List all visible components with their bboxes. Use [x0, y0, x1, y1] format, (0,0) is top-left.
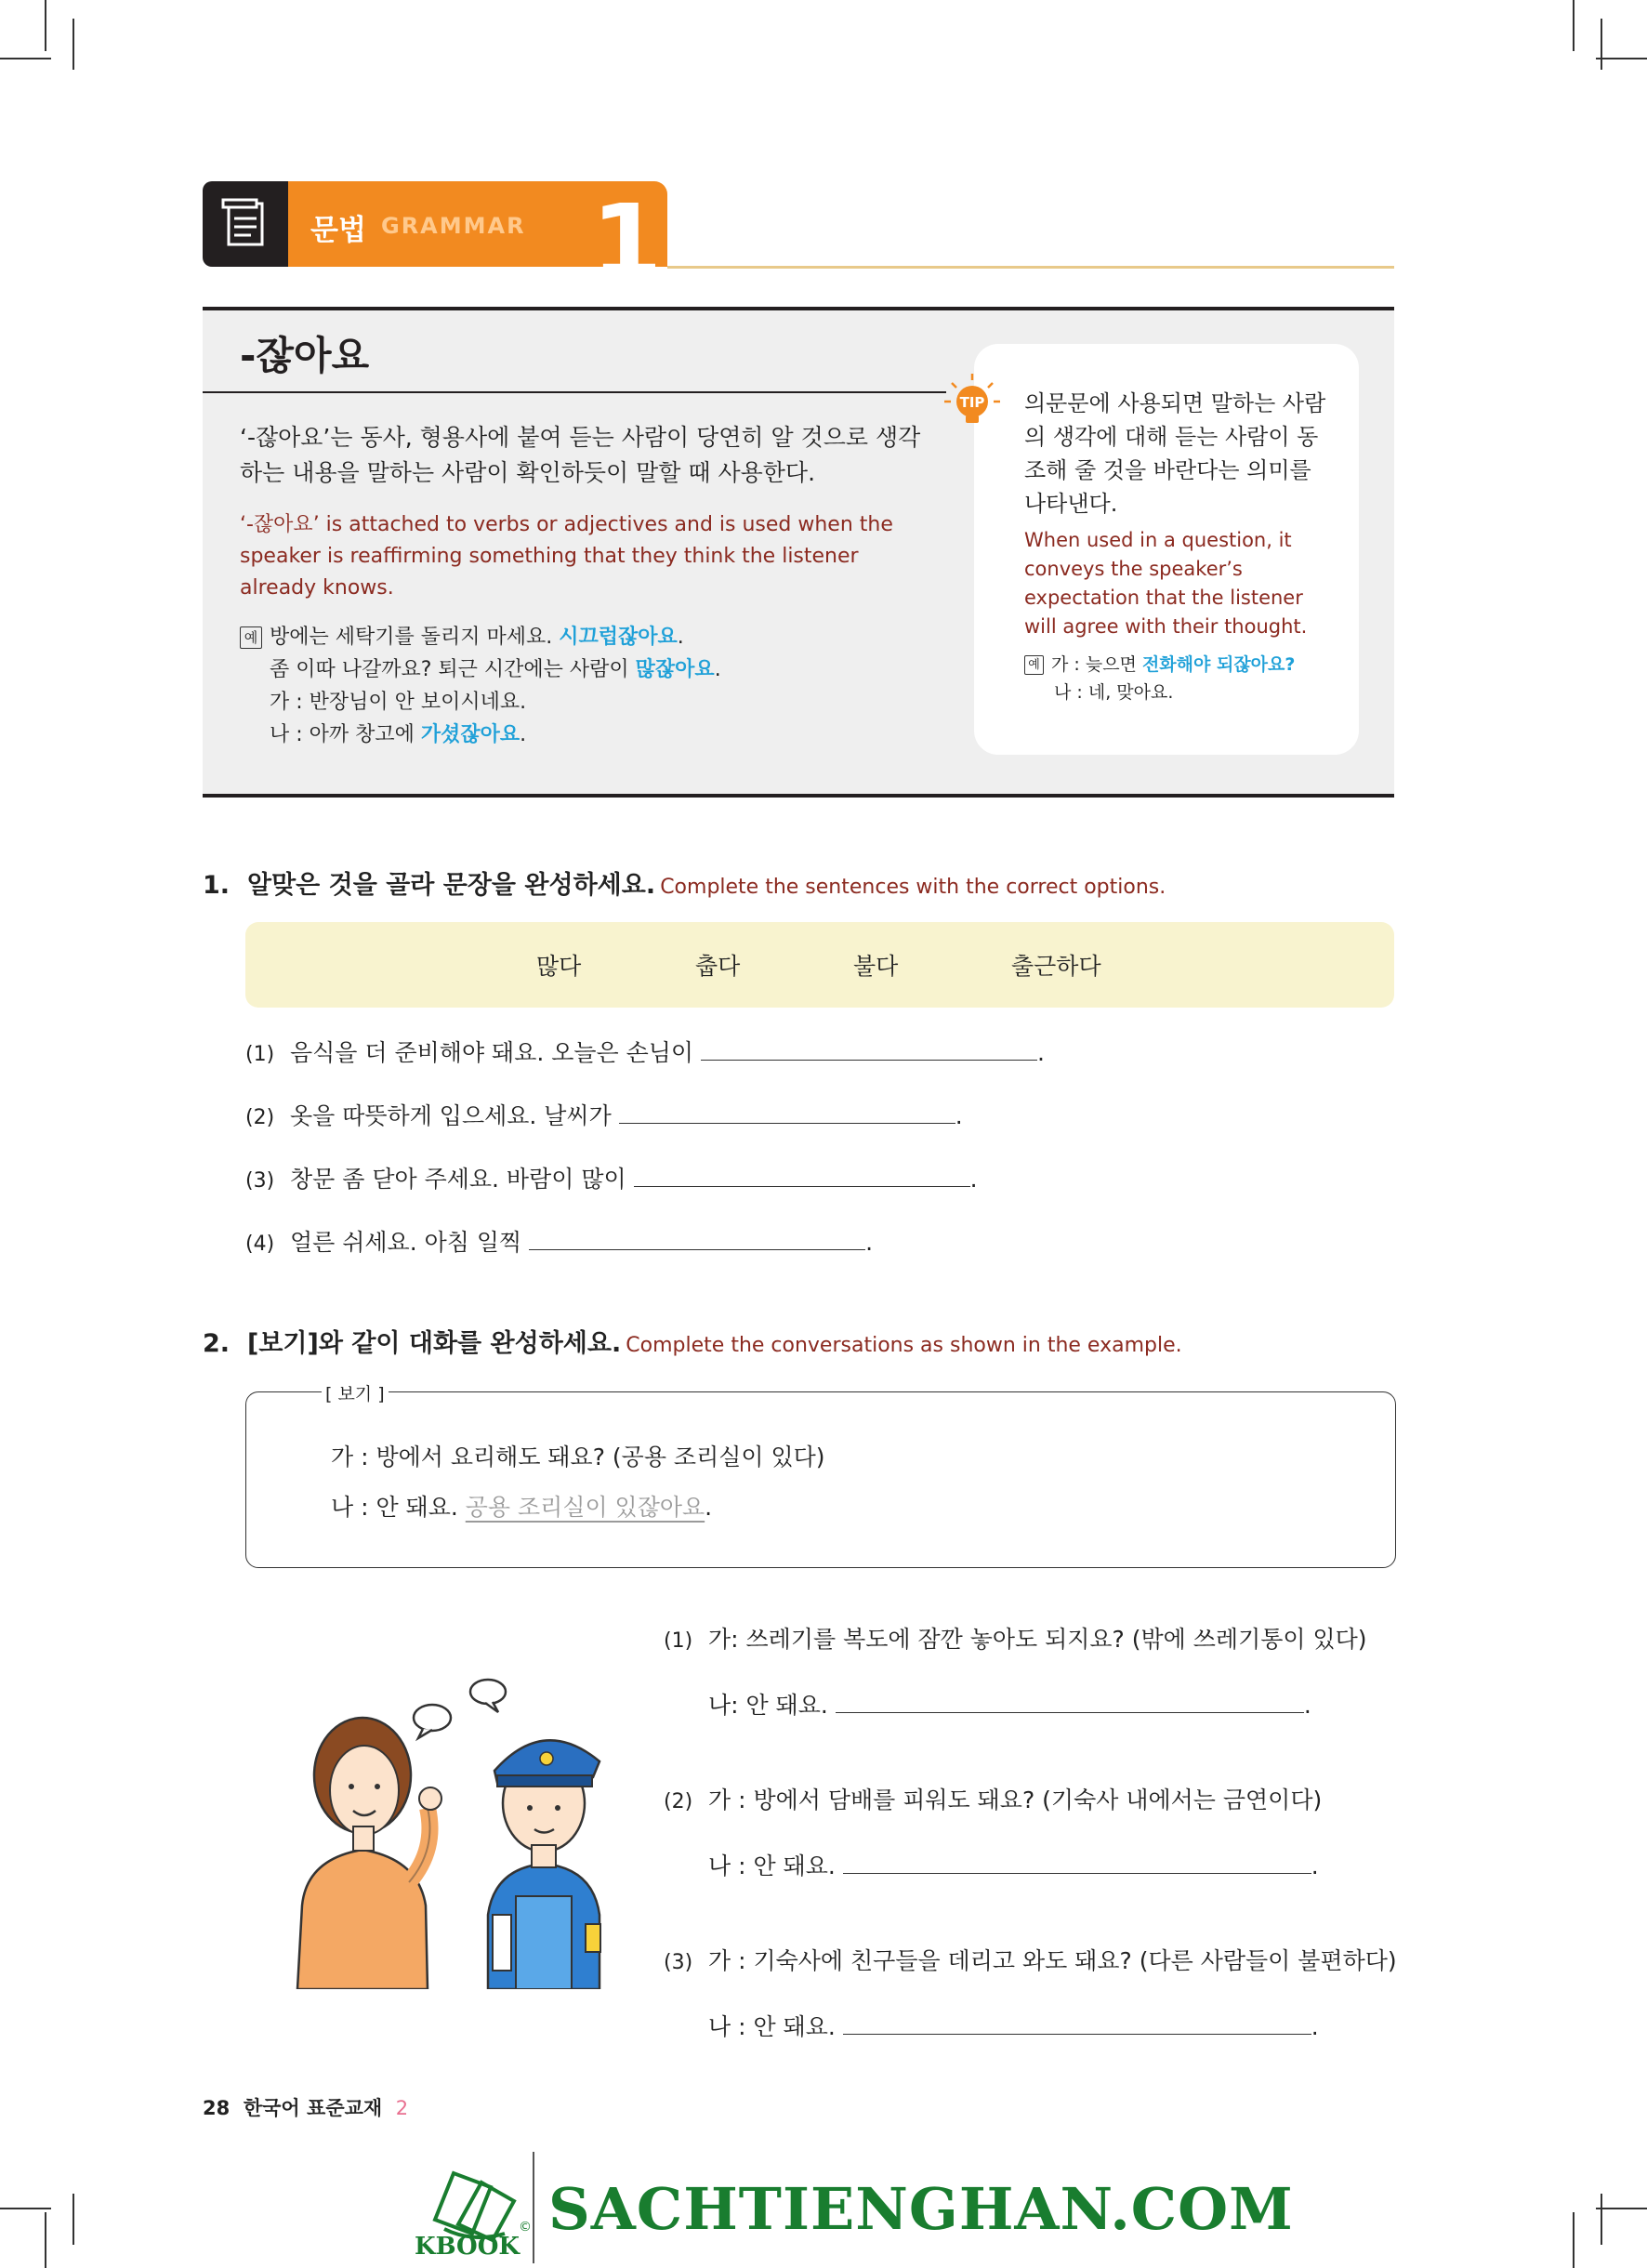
header-number: 1 — [591, 182, 663, 301]
word-option: 많다 — [536, 953, 582, 980]
word-option: 불다 — [853, 953, 899, 980]
exercise-2-question: (1) 가: 쓰레기를 복도에 잠깐 놓아도 되지요? (밖에 쓰레기통이 있다) — [664, 1626, 1367, 1653]
crop-mark — [1573, 2212, 1575, 2268]
conversation-illustration — [279, 1673, 632, 1989]
example-line: 나 : 네, 맞아요. — [1054, 682, 1174, 703]
example-line: 나 : 아까 창고에 가셨잖아요. — [270, 723, 527, 746]
exercise-1-item: (2) 옷을 따뜻하게 입으세요. 날씨가 . — [245, 1098, 963, 1131]
answer-blank[interactable] — [634, 1162, 970, 1187]
grammar-title-rule — [203, 391, 946, 393]
header-icon-box — [203, 181, 288, 267]
example-box-label: [ 보기 ] — [322, 1380, 389, 1405]
brand-watermark: SACHTIENGHAN.COM — [548, 2175, 1294, 2243]
example-answer: 공용 조리실이 있잖아요 — [465, 1494, 705, 1521]
grammar-title: -잖아요 — [240, 333, 370, 378]
crop-mark — [45, 2212, 46, 2268]
exercise-1-title: 1. 알맞은 것을 골라 문장을 완성하세요. Complete the sentences with the correct options. — [203, 871, 1166, 900]
word-option: 출근하다 — [1011, 953, 1101, 980]
example-line: 가 : 반장님이 안 보이시네요. — [270, 691, 527, 714]
example-line-question: 가 : 방에서 요리해도 돼요? (공용 조리실이 있다) — [331, 1444, 825, 1470]
tip-examples — [1024, 651, 1295, 706]
guard-figure — [488, 1740, 600, 1989]
book-title: 한국어 표준교재 — [243, 2097, 383, 2119]
exercise-2-question: (2) 가 : 방에서 담배를 피워도 돼요? (기숙사 내에서는 금연이다) — [664, 1787, 1323, 1813]
crop-mark — [72, 19, 74, 70]
woman-figure — [297, 1718, 441, 1989]
crop-mark — [45, 0, 46, 51]
crop-mark — [1596, 58, 1647, 59]
crop-mark — [0, 2208, 51, 2209]
crop-mark — [1573, 0, 1575, 51]
example-line: 좀 이따 나갈까요? 퇴근 시간에는 사람이 많잖아요. — [270, 658, 721, 681]
exercise-2-title: 2. [보기]와 같이 대화를 완성하세요. Complete the conversations as shown in the example. — [203, 1329, 1182, 1358]
crop-mark — [72, 2194, 74, 2245]
kbook-logo-text: KBOOK — [415, 2233, 520, 2261]
grammar-description-korean: ‘-잖아요’는 동사, 형용사에 붙여 듣는 사람이 당연히 알 것으로 생각하는 내용을 말하는 사람이 확인하듯이 말할 때 사용한다. — [240, 424, 921, 486]
grammar-examples — [240, 621, 721, 751]
brand-divider — [533, 2152, 534, 2263]
speech-bubble-icon — [470, 1680, 506, 1704]
answer-blank[interactable] — [701, 1035, 1037, 1061]
lightbulb-icon — [942, 372, 1002, 431]
example-line: 예 방에는 세탁기를 돌리지 마세요. 시끄럽잖아요. — [240, 621, 721, 653]
answer-blank[interactable] — [619, 1099, 955, 1124]
exercise-1-item: (1) 음식을 더 준비해야 돼요. 오늘은 손님이 . — [245, 1035, 1045, 1068]
header-rule — [667, 266, 1394, 269]
example-line: 예 가 : 늦으면 전화해야 되잖아요? — [1024, 651, 1295, 679]
exercise-1-item: (4) 얼른 쉬세요. 아침 일찍 . — [245, 1224, 873, 1258]
example-line-answer: 나 : 안 돼요. 공용 조리실이 있잖아요. — [331, 1494, 713, 1521]
example-mark: 예 — [240, 626, 262, 649]
answer-blank[interactable] — [843, 2010, 1311, 2035]
example-box — [245, 1391, 1396, 1568]
example-mark: 예 — [1024, 655, 1044, 675]
header-label: 문법 — [310, 214, 366, 247]
tip-badge: TIP — [959, 394, 985, 411]
page-number: 28 — [203, 2097, 231, 2119]
grammar-description-english: ‘-잖아요’ is attached to verbs or adjectives and is used when the speaker is reaffirming something that they think the listener already knows. — [240, 513, 893, 600]
tip-text-korean: 의문문에 사용되면 말하는 사람의 생각에 대해 듣는 사람이 동조해 줄 것을 바란다는 의미를 나타낸다. — [1024, 390, 1326, 517]
exercise-1-item: (3) 창문 좀 닫아 주세요. 바람이 많이 . — [245, 1161, 978, 1194]
book-volume: 2 — [395, 2097, 409, 2119]
word-option: 춥다 — [695, 953, 741, 980]
crop-mark — [1596, 2208, 1647, 2209]
logo-mark: © — [519, 2220, 532, 2235]
exercise-2-answer: 나: 안 돼요. . — [708, 1687, 1311, 1721]
crop-mark — [1601, 19, 1602, 70]
crop-mark — [0, 58, 51, 59]
exercise-2-answer: 나 : 안 돼요. . — [708, 2009, 1319, 2042]
speech-bubble-icon — [414, 1705, 451, 1731]
page-footer — [203, 2093, 408, 2121]
answer-blank[interactable] — [843, 1849, 1311, 1874]
answer-blank[interactable] — [836, 1688, 1304, 1713]
exercise-2-answer: 나 : 안 돼요. . — [708, 1848, 1319, 1881]
word-box — [245, 922, 1394, 1008]
header-label-english: GRAMMAR — [381, 213, 526, 239]
document-icon — [203, 181, 288, 267]
answer-blank[interactable] — [529, 1225, 865, 1250]
exercise-2-question: (3) 가 : 기숙사에 친구들을 데리고 와도 돼요? (다른 사람들이 불편하다) — [664, 1947, 1397, 1974]
tip-text-english: When used in a question, it conveys the speaker’s expectation that the listener will agree with their thought. — [1024, 529, 1308, 638]
crop-mark — [1601, 2194, 1602, 2245]
